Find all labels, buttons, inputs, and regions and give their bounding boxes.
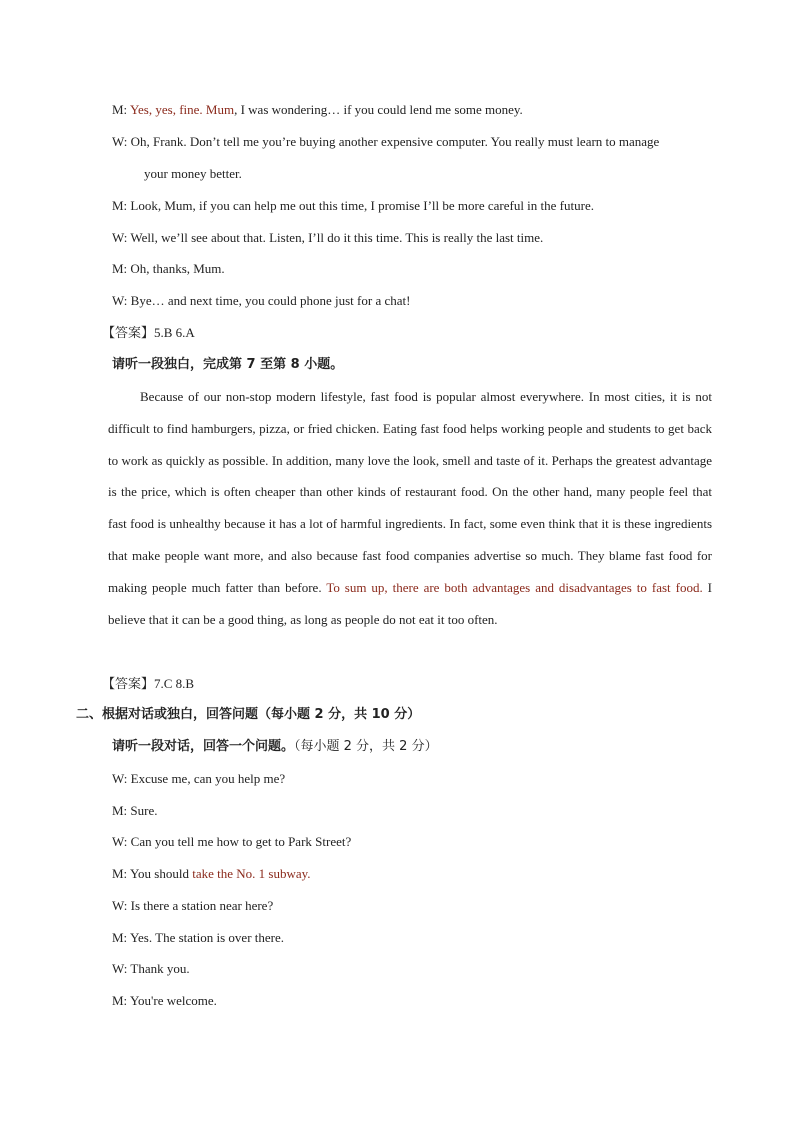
- speaker-label: M:: [112, 930, 128, 945]
- speaker-label: M:: [112, 803, 128, 818]
- dialog-text: Is there a station near here?: [130, 898, 274, 913]
- dialog-text: You should: [129, 866, 193, 881]
- dialog-line: [112, 293, 410, 309]
- dialog-text: Yes. The station is over there.: [129, 930, 285, 945]
- speaker-label: M:: [112, 198, 128, 213]
- dialog-line: [112, 930, 284, 946]
- dialog-line: [112, 102, 523, 118]
- answer-value: 7.C 8.B: [154, 676, 195, 691]
- section-heading: 二、根据对话或独白，回答问题（每小题 2 分，共 10 分）: [76, 707, 421, 722]
- speaker-label: M:: [112, 993, 128, 1008]
- dialog-line-continuation: [144, 166, 242, 182]
- dialog-text: Sure.: [130, 803, 158, 818]
- answer-label: 【答案】: [102, 677, 155, 692]
- dialog-text: Bye… and next time, you could phone just for a chat!: [130, 293, 411, 308]
- dialog-text: , I was wondering… if you could lend me some money.: [234, 102, 523, 117]
- dialog-line: [112, 803, 158, 819]
- dialog-text: Well, we’ll see about that. Listen, I’ll do it this time. This is really the last time.: [130, 230, 544, 245]
- answer-label: 【答案】: [102, 326, 155, 341]
- dialog-line: [112, 961, 190, 977]
- speaker-label: W:: [112, 230, 128, 245]
- speaker-label: M:: [112, 102, 128, 117]
- speaker-label: W:: [112, 898, 128, 913]
- instruction-normal: （每小题 2 分，共 2 分）: [294, 739, 438, 754]
- speaker-label: W:: [112, 293, 128, 308]
- dialog-line: [112, 866, 311, 882]
- dialog-line: [112, 198, 594, 214]
- dialog-line: [112, 134, 659, 150]
- dialog-line: [112, 993, 217, 1009]
- dialog-text: Look, Mum, if you can help me out this time, I promise I’ll be more careful in the future.: [130, 198, 594, 213]
- instruction-heading: 请听一段独白，完成第 7 至第 8 小题。: [112, 357, 344, 372]
- instruction-bold: 请听一段对话，回答一个问题。: [112, 739, 295, 754]
- speaker-label: W:: [112, 834, 128, 849]
- answer-line: [102, 676, 194, 693]
- monologue-text: Because of our non-stop modern lifestyle, fast food is popular almost everywhere. In most cities, it is not difficult to find hamburgers, pizza, or fried chicken. Eating fast food helps working people and students to get back to work as quickly as possible. In addition, many love the look, smell and taste of it. Perhaps the greatest advantage is the price, which is often cheaper than other kinds of restaurant food. On the other hand, many people feel that fast food is unhealthy because it has a lot of harmful ingredients. In fact, some even think that it is these ingredients that make people want more, and also because fast food companies advertise so much. They blame fast food for making people much fatter than before.: [108, 389, 712, 595]
- dialog-line: [112, 771, 285, 787]
- highlighted-text: take the No. 1 subway.: [192, 866, 311, 881]
- dialog-line: [112, 261, 225, 277]
- answer-line: [102, 325, 195, 342]
- speaker-label: M:: [112, 261, 128, 276]
- highlighted-text: Yes, yes, fine. Mum: [129, 102, 235, 117]
- dialog-text: You're welcome.: [129, 993, 217, 1008]
- dialog-line: [112, 834, 351, 850]
- dialog-text: Thank you.: [130, 961, 190, 976]
- dialog-line: [112, 230, 543, 246]
- speaker-label: W:: [112, 771, 128, 786]
- monologue-paragraph: [108, 381, 712, 635]
- answer-value: 5.B 6.A: [154, 325, 195, 340]
- highlighted-text: To sum up, there are both advantages and disadvantages to fast food.: [326, 579, 703, 595]
- dialog-text: your money better.: [144, 166, 242, 181]
- speaker-label: M:: [112, 866, 128, 881]
- speaker-label: W:: [112, 134, 128, 149]
- dialog-text: Can you tell me how to get to Park Street?: [130, 834, 352, 849]
- dialog-text: Oh, thanks, Mum.: [130, 261, 225, 276]
- dialog-text: Oh, Frank. Don’t tell me you’re buying another expensive computer. You really must learn to manage: [130, 134, 660, 149]
- instruction-heading: [112, 739, 438, 755]
- dialog-line: [112, 898, 273, 914]
- speaker-label: W:: [112, 961, 128, 976]
- dialog-text: Excuse me, can you help me?: [130, 771, 286, 786]
- monologue-text: I believe that it can be a good thing, as long as people do not eat it too often.: [108, 579, 712, 627]
